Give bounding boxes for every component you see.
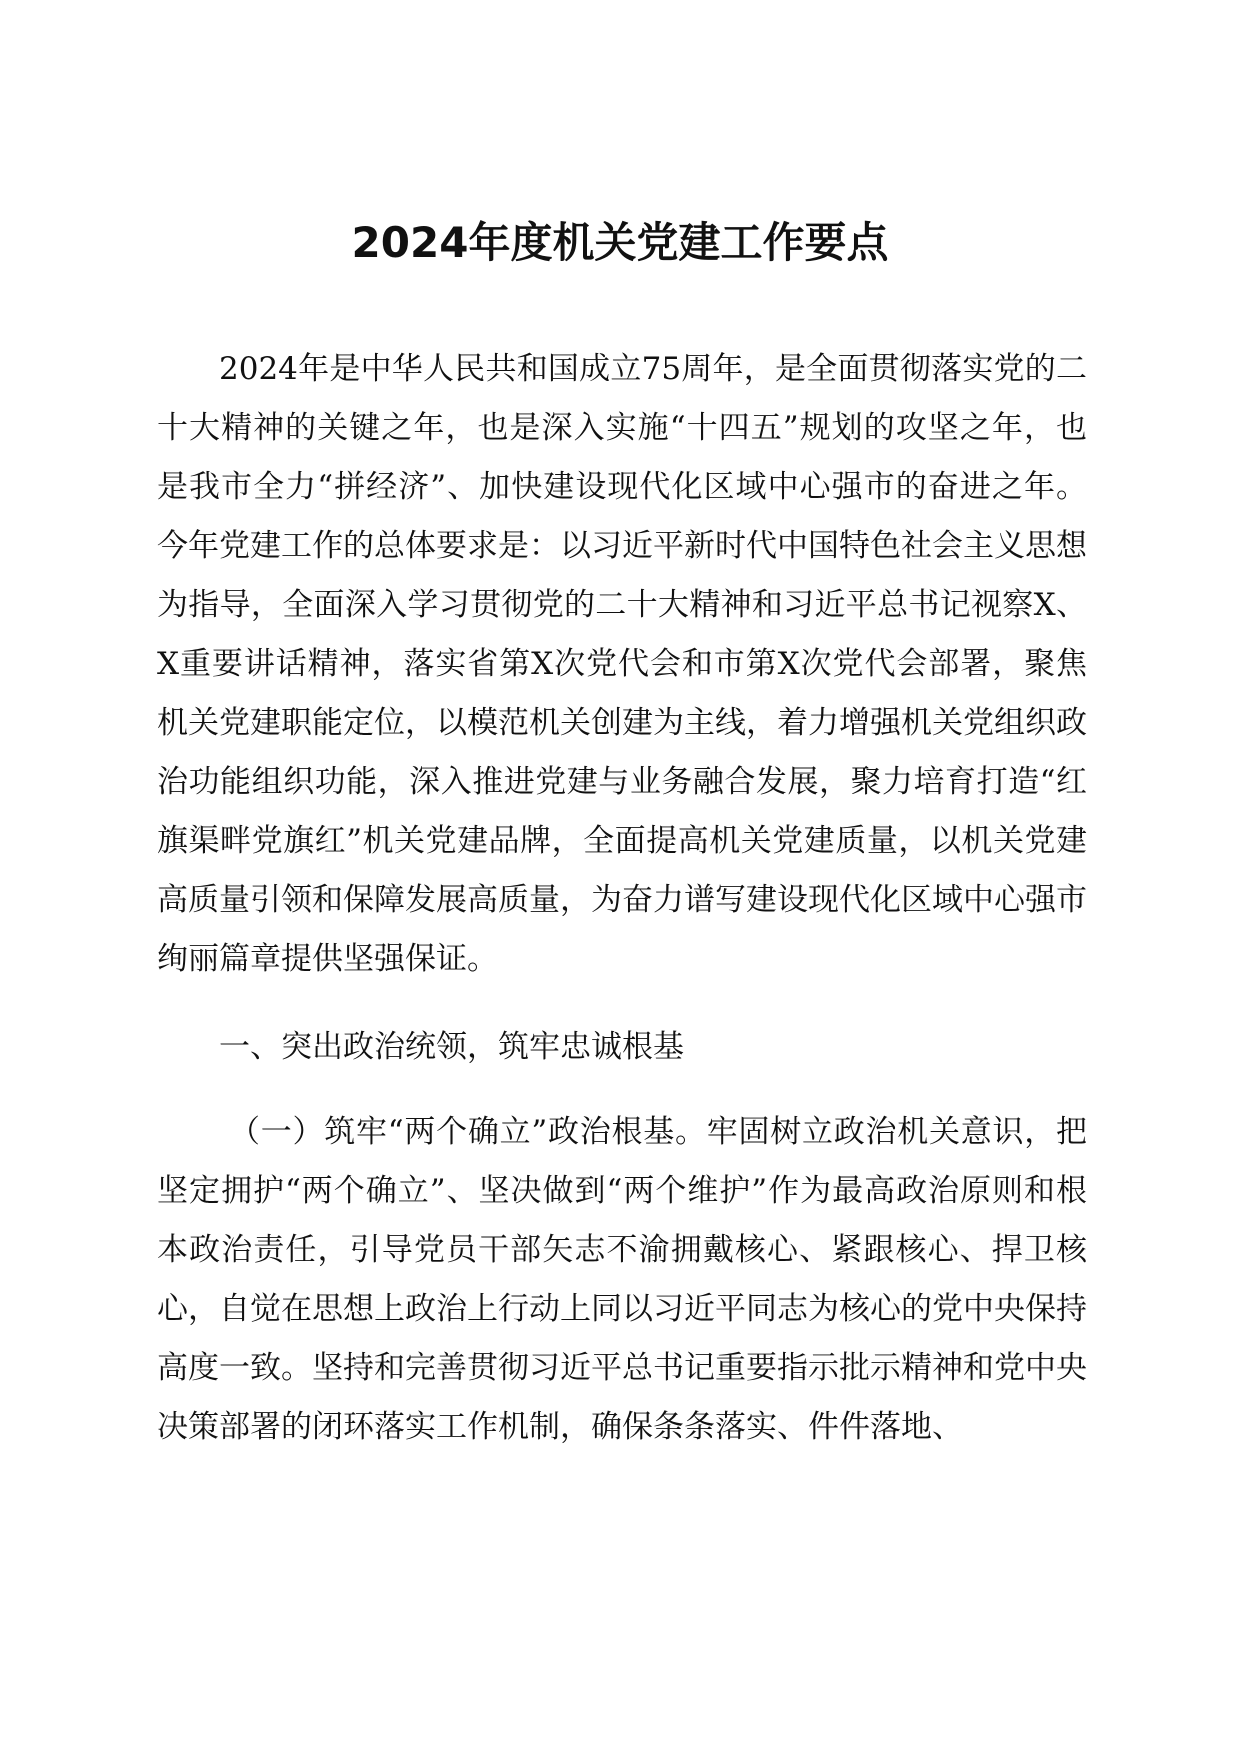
document-title: 2024年度机关党建工作要点 bbox=[351, 218, 889, 267]
section-1-heading: 一、突出政治统领，筑牢忠诚根基 bbox=[219, 1029, 684, 1065]
intro-paragraph: 2024年是中华人民共和国成立75周年，是全面贯彻落实党的二十大精神的关键之年，也是深入实施“十四五”规划的攻坚之年，也是我市全力“拼经济”、加快建设现代化区域中心强市的奋进之年。今年党建工作的总体要求是：以习近平新时代中国特色社会主义思想为指导，全面深入学习贯彻党的二十大精神和习近平总书记视察X、X重要讲话精神，落实省第X次党代会和市第X次党代会部署，聚焦机关党建职能定位，以模范机关创建为主线，着力增强机关党组织政治功能组织功能，深入推进党建与业务融合发展，聚力培育打造“红旗渠畔党旗红”机关党建品牌，全面提高机关党建质量，以机关党建高质量引领和保障发展高质量，为奋力谱写建设现代化区域中心强市绚丽篇章提供坚强保证。 bbox=[157, 351, 1087, 977]
section-1-item-1-paragraph: （一）筑牢“两个确立”政治根基。牢固树立政治机关意识，把坚定拥护“两个确立”、坚决做到“两个维护”作为最高政治原则和根本政治责任，引导党员干部矢志不渝拥戴核心、紧跟核心、捍卫核心，自觉在思想上政治上行动上同以习近平同志为核心的党中央保持高度一致。坚持和完善贯彻习近平总书记重要指示批示精神和党中央决策部署的闭环落实工作机制，确保条条落实、件件落地、 bbox=[157, 1114, 1087, 1445]
document-body bbox=[157, 340, 1087, 1457]
